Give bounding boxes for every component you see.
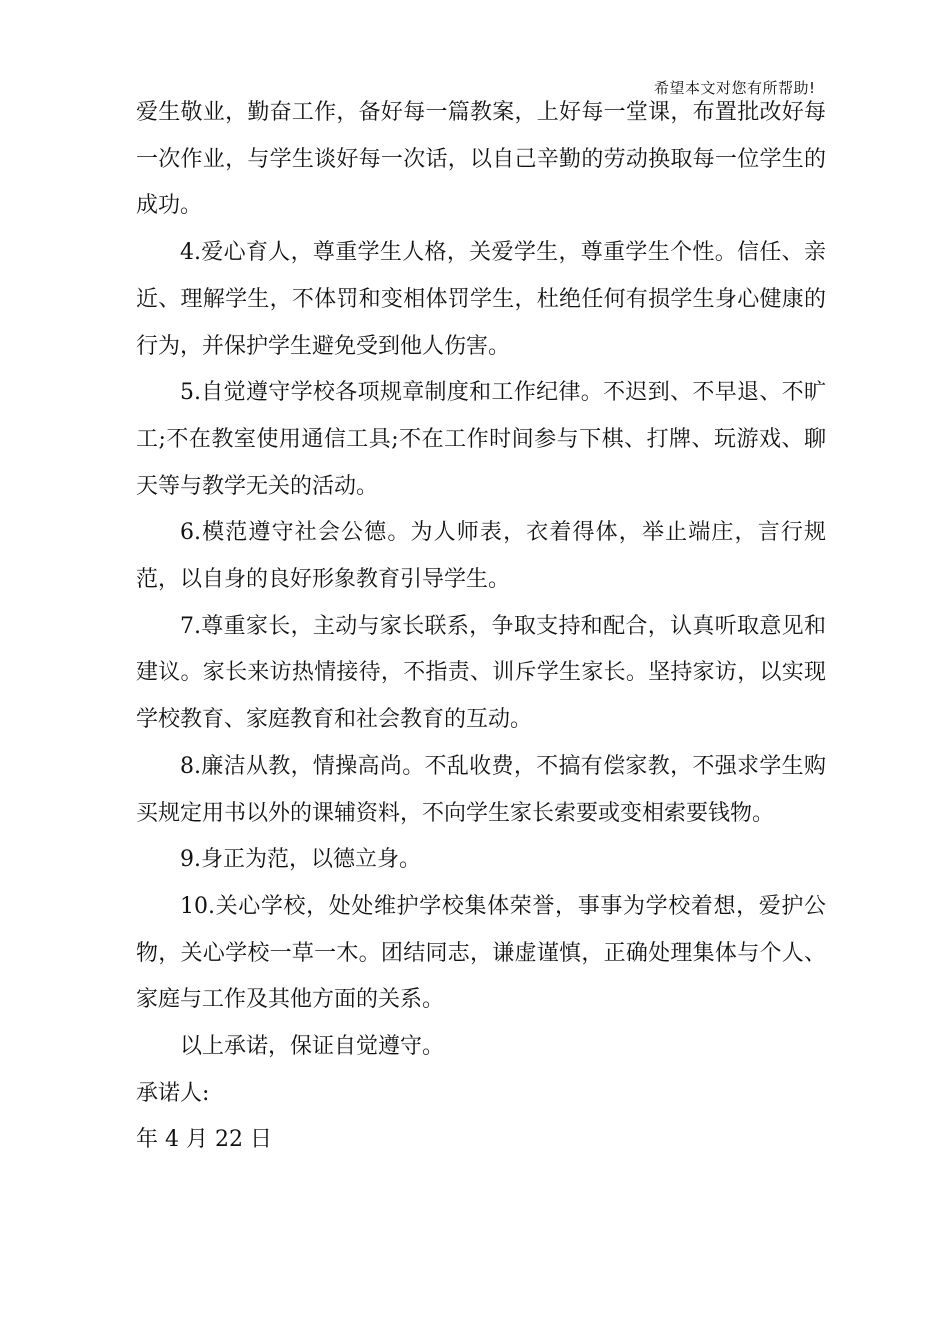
document-body (136, 90, 826, 1164)
paragraph-item-9: 9.身正为范，以德立身。 (180, 847, 421, 873)
paragraph-item-8: 8.廉洁从教，情操高尚。不乱收费，不搞有偿家教，不强求学生购买规定用书以外的课辅资料，不向学生家长索要或变相索要钱物。 (136, 753, 826, 826)
paragraph-closing: 以上承诺，保证自觉遵守。 (180, 1034, 445, 1060)
paragraph-item-7: 7.尊重家长，主动与家长联系，争取支持和配合，认真听取意见和建议。家长来访热情接待，不指责、训斥学生家长。坚持家访，以实现学校教育、家庭教育和社会教育的互动。 (136, 613, 826, 733)
paragraph-continued: 爱生敬业，勤奋工作，备好每一篇教案，上好每一堂课，布置批改好每一次作业，与学生谈好每一次话，以自己辛勤的劳动换取每一位学生的成功。 (136, 100, 826, 219)
paragraph-item-4: 4.爱心育人，尊重学生人格，关爱学生，尊重学生个性。信任、亲近、理解学生，不体罚和变相体罚学生，杜绝任何有损学生身心健康的行为，并保护学生避免受到他人伤害。 (136, 240, 826, 359)
paragraph-item-5: 5.自觉遵守学校各项规章制度和工作纪律。不迟到、不早退、不旷工;不在教室使用通信工具;不在工作时间参与下棋、打牌、玩游戏、聊天等与教学无关的活动。 (136, 380, 826, 499)
signature-date: 年 4 月 22 日 (136, 1127, 272, 1153)
paragraph-item-10: 10.关心学校，处处维护学校集体荣誉，事事为学校着想，爱护公物，关心学校一草一木。团结同志，谦虚谨慎，正确处理集体与个人、家庭与工作及其他方面的关系。 (136, 893, 826, 1013)
signature-label: 承诺人: (136, 1080, 210, 1106)
paragraph-item-6: 6.模范遵守社会公德。为人师表，衣着得体，举止端庄，言行规范，以自身的良好形象教育引导学生。 (136, 520, 826, 593)
header-note: 希望本文对您有所帮助! (654, 79, 816, 97)
